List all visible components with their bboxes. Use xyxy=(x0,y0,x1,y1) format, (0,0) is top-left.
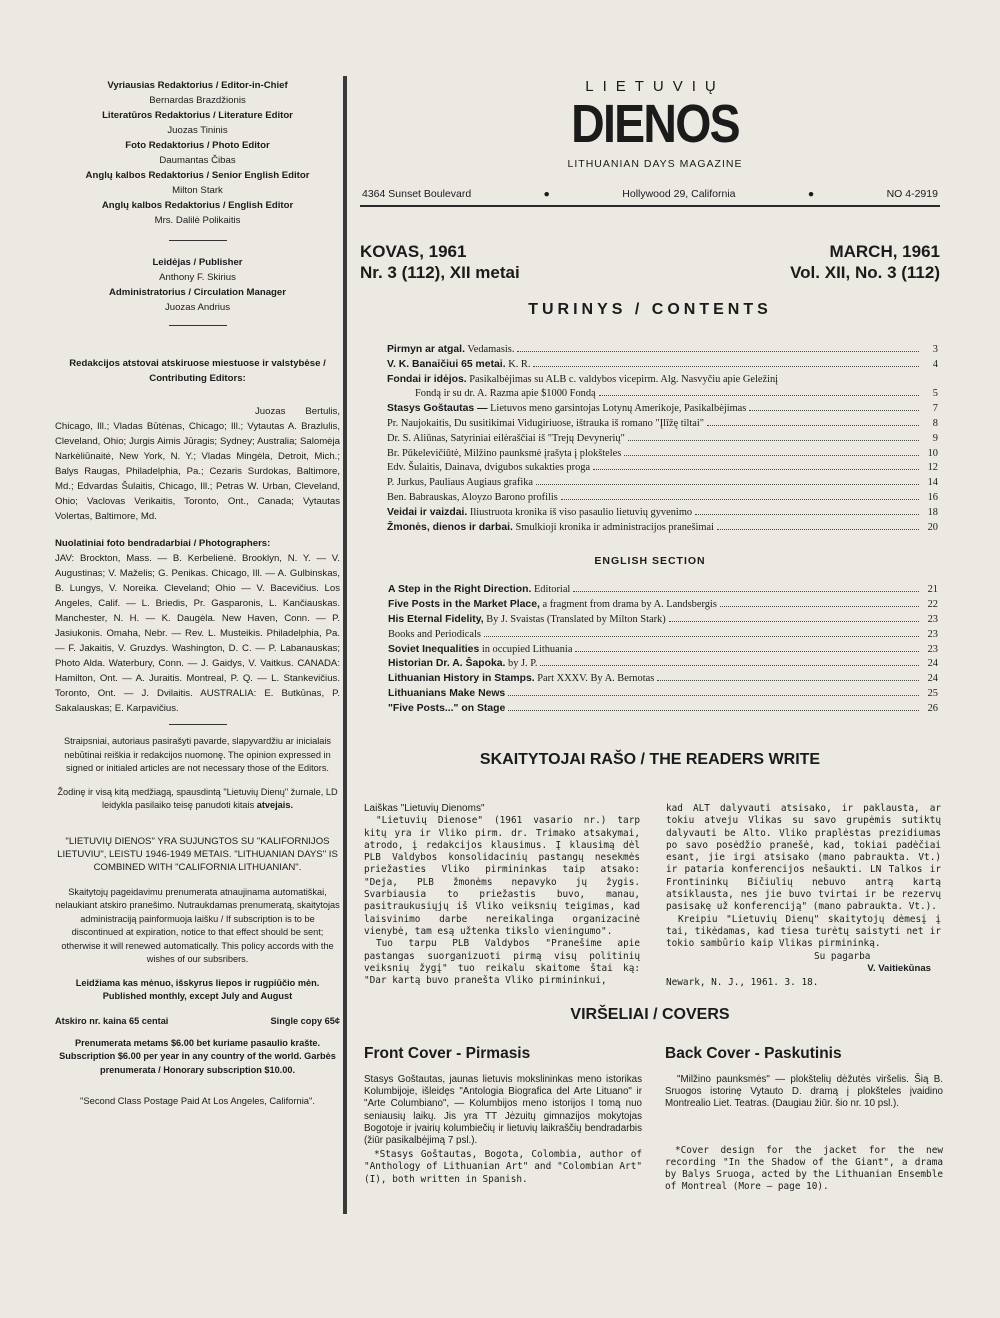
back-cover-text-en: *Cover design for the jacket for the new recording "In the Shadow of the Giant", a drama by Balys Sruoga, acted by the Lithuanian Ensemble of Montreal (More — page 10). xyxy=(665,1144,943,1193)
contents-entry xyxy=(388,643,938,658)
contents-leader-dots xyxy=(533,366,919,367)
address-bar xyxy=(360,188,940,207)
contents-entry-detail: by J. P. xyxy=(505,658,538,670)
contents-entry-heading: Lithuanians Make News xyxy=(388,687,506,699)
contents-leader-dots xyxy=(573,591,919,592)
contents-entry-detail: in occupied Lithuania xyxy=(479,643,573,655)
letter-place-date: Newark, N. J., 1961. 3. 18. xyxy=(666,977,819,989)
divider xyxy=(169,325,227,326)
contents-entry-text xyxy=(387,521,714,536)
readers-letter-column-2 xyxy=(666,803,941,989)
contents-entry xyxy=(387,521,938,536)
contents-entry-heading: Stasys Goštautas — xyxy=(387,403,488,415)
contents-entry-heading: Fondai ir idėjos. xyxy=(387,373,467,385)
contents-page-number: 3 xyxy=(932,344,938,355)
contents-leader-dots xyxy=(628,440,919,441)
contents-entry-text xyxy=(387,358,530,373)
city: Hollywood 29, California xyxy=(622,188,736,200)
front-cover-text-en: *Stasys Goštautas, Bogota, Colombia, author of "Anthology of Lithuanian Art" and "Colombian Art" (I), both written in Spanish. xyxy=(364,1149,642,1185)
letter-paragraph: kad ALT dalyvauti atsisako, ir paklausta, ar tokiu atveju Vlikas su savo grupėmis sutiktų dalyvauti be Alto. Vliko praplėstas prezidiumas po savo posėdžio pranešė, kad, tokiai padėčiai esant, jie irgi atsisako (mano pabraukta. Vt.) ir pataria konferencijos nešaukti. LN Talkos ir Frontininkų Bičiulių nebuvo antrą kartą atsiklausta, nes jie buvo tvirtai ir be rezervų pasisakę už konferenciją" (mano pabraukta. Vt.). xyxy=(666,803,941,913)
contents-leader-dots xyxy=(695,514,919,515)
contents-entry xyxy=(387,461,938,476)
main-column xyxy=(360,78,940,769)
reprint-note-text: Žodinę ir visą kitą medžiagą, spausdintą "Lietuvių Dienų" žurnale, LD leidykla pasilaiko teisę panudoti kitais xyxy=(57,786,338,810)
reprint-note-end: atvejais. xyxy=(256,800,293,810)
photographers-label: Nuolatiniai foto bendradarbiai / Photographers: xyxy=(55,538,271,549)
contents-leader-dots xyxy=(599,395,919,396)
editor-in-chief-label: Vyriausias Redaktorius / Editor-in-Chief xyxy=(107,80,288,91)
contents-entry xyxy=(387,491,938,506)
contents-entry xyxy=(388,583,938,598)
contents-entry xyxy=(388,672,938,687)
contents-page-number: 22 xyxy=(927,599,938,611)
contents-entry-text xyxy=(387,506,692,521)
back-cover-description xyxy=(665,1074,943,1193)
reprint-note xyxy=(55,786,340,813)
contents-entry xyxy=(387,358,938,373)
english-editor-label: Anglų kalbos Redaktorius / English Editor xyxy=(101,200,294,211)
contents-entry xyxy=(387,432,938,447)
contents-lithuanian xyxy=(360,343,940,535)
contents-leader-dots xyxy=(624,455,919,456)
contents-page-number: 9 xyxy=(932,432,938,444)
literature-editor-name: Juozas Tininis xyxy=(167,125,228,136)
contents-entry xyxy=(387,417,938,432)
senior-english-editor-name: Milton Stark xyxy=(172,185,223,196)
contents-entry-detail: Part XXXV. By A. Bernotas xyxy=(534,673,655,685)
contents-entry-detail: By J. Svaistas (Translated by Milton Stark) xyxy=(483,613,666,625)
contents-entry-text xyxy=(388,702,505,717)
contents-entry xyxy=(388,657,938,672)
contents-entry xyxy=(387,476,938,491)
contents-entry-detail: K. R. xyxy=(505,358,531,370)
contents-page-number: 20 xyxy=(927,521,938,533)
contents-page-number: 21 xyxy=(927,584,938,596)
masthead-subtitle: LITHUANIAN DAYS MAGAZINE xyxy=(567,158,743,170)
contents-entry-heading: Pirmyn ar atgal. xyxy=(387,344,465,355)
issue-lt: KOVAS, 1961 xyxy=(360,242,467,261)
letter-heading: Laiškas "Lietuvių Dienoms" xyxy=(364,803,485,814)
contents-page-number: 16 xyxy=(927,491,938,503)
column-divider xyxy=(343,76,347,1214)
contents-entry-text xyxy=(387,402,746,417)
contents-entry-text xyxy=(388,598,717,613)
literature-editor-label: Literatūros Redaktorius / Literature Editor xyxy=(102,110,293,121)
contents-entry-detail: Iliustruota kronika iš viso pasaulio lietuvių gyvenimo xyxy=(467,506,693,518)
photo-editor-label: Foto Redaktorius / Photo Editor xyxy=(125,140,270,151)
contents-entry-heading: A Step in the Right Direction. xyxy=(388,584,532,596)
contents-entry-detail: Vedamasis. xyxy=(464,344,515,355)
contents-entry-text xyxy=(387,447,621,462)
contents-entry xyxy=(388,613,938,628)
contents-leader-dots xyxy=(508,710,919,711)
contents-page-number: 18 xyxy=(927,506,938,518)
price-en: Single copy 65¢ xyxy=(270,1015,340,1026)
letter-paragraph: Kreipiu "Lietuvių Dienų" skaitytojų dėmesį į tai, tikėdamas, kad tiesa turėtų saistyti net ir tokio sambūrio kaip Vlikas pirmininką. xyxy=(666,913,941,950)
contents-entry-text xyxy=(387,476,533,491)
contents-entry-detail: Lietuvos meno garsintojas Lotynų Amerikoje, Pasikalbėjimas xyxy=(487,403,747,415)
front-cover-text: Stasys Goštautas, jaunas lietuvis mokslininkas meno istorikas Kolumbijoje, išleidęs "Antologia Biografica del Arte Lituano" ir "Arte Columbiano", — Kolumbijos meno istorijos I tomą nuo seniausių laikų. Jis yra TT Jėzuitų gimnazijos mokytojas Bogotoje ir įvairių kolumbiečių ir lietuvių laikraščių bendradarbis (žiūr pasikalbėjimą 7 psl.). xyxy=(364,1074,642,1147)
contents-page-number: 23 xyxy=(927,613,938,625)
contents-page-number: 23 xyxy=(927,628,938,640)
issue-info xyxy=(360,241,940,283)
masthead-title: DIENOS xyxy=(571,94,739,154)
contents-leader-dots xyxy=(749,410,919,411)
contents-page-number: 25 xyxy=(927,687,938,699)
contents-leader-dots xyxy=(669,621,919,622)
senior-english-editor-label: Anglų kalbos Redaktorius / Senior English Editor xyxy=(85,170,310,181)
letter-regards: Su pagarba xyxy=(814,950,871,962)
contents-page-number: 10 xyxy=(927,447,938,459)
contents-entry xyxy=(387,373,938,388)
contents-entry xyxy=(388,687,938,702)
contents-leader-dots xyxy=(707,425,919,426)
signed-articles-note: Straipsniai, autoriaus pasirašyti pavarde, slapyvardžiu ar inicialais nebūtinai reiškia ir redakcijos nuomonę. The opinion expressed in signed or initialed articles are not necessary those of the Editors. xyxy=(63,736,332,773)
contributing-editors-list: Juozas Bertulis, Chicago, Ill.; Vladas Būtėnas, Chicago; Ill.; Vytautas A. Brazlulis, Cleveland, Ohio; Jurgis Aimis Jūragis; Sydney; Australia; Salomėja Narkėliūnaitė, New York, N. Y.; Vladas Mingėla, Detroit, Mich.; Balys Raugas, Philadelphia, Pa.; Cezaris Surdokas, Baltimore, Md.; Edvardas Šulaitis, Chicago, Ill.; Petras W. Urban, Cleveland, Ohio; Vaclovas Verikaitis, Toronto, Ont., Canada; Vytautas Volertas, Baltimore, Md. xyxy=(55,406,340,522)
contents-leader-dots xyxy=(717,529,919,530)
contents-entry-text xyxy=(388,613,666,628)
editor-in-chief-name: Bernardas Brazdžionis xyxy=(149,95,246,106)
divider xyxy=(169,240,227,241)
phone: NO 4-2919 xyxy=(886,188,938,200)
postage-note: "Second Class Postage Paid At Los Angeles, California". xyxy=(80,1095,315,1106)
contents-entry-heading: Lithuanian History in Stamps. xyxy=(388,673,535,685)
letter-paragraph: Tuo tarpu PLB Valdybos "Pranešime apie pastangas suorganizuoti pirmą visų politinių veiksnių žygį" tuo reikalu skaitome štai ką: "Dar kartą buvo pranešta Vliko pirmininkui, xyxy=(364,938,640,987)
back-cover-text: "Milžino paunksmės" — plokštelių dėžutės viršelis. Šią B. Sruogos istorinę Vytauto D. dramą į plokšteles įvaidino Montrealio Liet. Teatras. (Daugiau žiūr. šio nr. 10 psl.). xyxy=(665,1074,943,1110)
subscription-note: Skaitytojų pageidavimu prenumerata atnaujinama automatiškai, nelaukiant atskiro pranešimo. Nutraukdamas prenumeratą, skaitytojas administraciją painformuoja laišku / If subscription is to be discontinued at expiration, notice to that effect should be sent; otherwise it will renewed automatically. This policy accords with the wishes of our subsribers. xyxy=(55,886,340,964)
contents-entry-detail: Pasikalbėjimas su ALB c. valdybos vicepirm. Alg. Nasvyčiu apie Geležinį xyxy=(466,373,779,385)
contents-entry xyxy=(387,447,938,462)
letter-paragraph: "Lietuvių Dienose" (1961 vasario nr.) tarp kitų yra ir Vliko pirm. dr. Trimako atsakymai, atrodo, į redakcijos klausimus. Į klausimą dėl PLB Valdybos konsolidacinių pastangų nesekmės priežasties Vliko pirmininkas taip atsako: "Deja, PLB žmonėms nepavyko jų žygis. Svarbiausia to priežastis buvo, manau, pasitraukusiųjų iš Vliko veiksnių teigimas, kad laisvinimo darbe nereikalinga organizacinė vienybė, tam esą užtenka tikslo vieningumo". xyxy=(364,815,640,937)
contents-entry-detail: Edv. Šulaitis, Dainava, dvigubos sukakties proga xyxy=(387,462,591,474)
contents-entry-text xyxy=(388,672,654,687)
administrator-label: Administratorius / Circulation Manager xyxy=(109,287,286,298)
contents-leader-dots xyxy=(536,484,919,485)
contents-page-number: 24 xyxy=(927,658,938,670)
address: 4364 Sunset Boulevard xyxy=(362,188,472,200)
contents-leader-dots xyxy=(561,499,919,500)
issue-lt-number: Nr. 3 (112), XII metai xyxy=(360,263,520,282)
contents-english xyxy=(360,583,940,716)
contents-entry-text xyxy=(387,343,514,358)
contents-entry xyxy=(387,506,938,521)
contents-entry-text xyxy=(415,387,596,402)
contents-entry-text xyxy=(387,417,704,432)
contents-leader-dots xyxy=(517,351,919,352)
merger-note: "LIETUVIŲ DIENOS" YRA SUJUNGTOS SU "KALIFORNIJOS LIETUVIU", LEISTU 1946-1949 METAIS. "LITHUANIAN DAYS" IS COMBINED WITH "CALIFORNIA LITHUANIAN". xyxy=(57,835,338,873)
photo-editor-name: Daumantas Čibas xyxy=(159,155,236,166)
publisher-name: Anthony F. Skirius xyxy=(159,272,236,283)
english-section-title: ENGLISH SECTION xyxy=(594,555,706,568)
contents-entry-detail: Br. Pūkelevičiūtė, Milžino paunksmė įrašyta į plokšteles xyxy=(387,447,622,459)
contributing-editors-label: Redakcijos atstovai atskiruose miestuose ir valstybėse / Contributing Editors: xyxy=(69,358,326,384)
bullet: ● xyxy=(807,188,815,200)
contents-page-number: 12 xyxy=(927,462,938,474)
contents-entry-detail: Editorial xyxy=(531,584,571,596)
contents-leader-dots xyxy=(593,469,919,470)
contents-entry xyxy=(388,628,938,643)
contents-entry-text xyxy=(388,583,570,598)
contents-page-number: 4 xyxy=(932,358,938,370)
contents-entry-heading: His Eternal Fidelity, xyxy=(388,613,484,625)
contents-page-number: 7 xyxy=(932,403,938,415)
contents-entry-text xyxy=(387,373,778,388)
divider xyxy=(169,724,227,725)
readers-write-title: SKAITYTOJAI RAŠO / THE READERS WRITE xyxy=(479,750,821,768)
price-line xyxy=(55,1014,340,1029)
contents-leader-dots xyxy=(657,680,919,681)
annual-subscription: Prenumerata metams $6.00 bet kuriame pasaulio krašte. Subscription $6.00 per year in any country of the world. Garbės prenumerata / Honorary subscription $10.00. xyxy=(59,1037,336,1075)
contents-entry-detail: Fondą ir su dr. A. Razma apie $1000 Fondą xyxy=(415,388,596,400)
front-cover-description xyxy=(364,1074,642,1186)
contents-entry-text xyxy=(387,491,558,506)
contents-entry-detail: Pr. Naujokaitis, Du susitikimai Vidugiriuose, ištrauka iš romano "Įlīžę tiltai" xyxy=(387,417,705,429)
bullet: ● xyxy=(543,188,550,200)
price-lt: Atskiro nr. kaina 65 centai xyxy=(55,1015,169,1026)
contents-page-number: 23 xyxy=(927,643,938,655)
masthead xyxy=(360,78,940,188)
contents-page-number: 26 xyxy=(927,702,938,714)
contents-entry-text xyxy=(388,657,537,672)
contents-entry-heading: Historian Dr. A. Šapoka. xyxy=(388,658,506,670)
masthead-top-word: LIETUVIŲ xyxy=(585,78,725,95)
contents-entry-detail: Books and Periodicals xyxy=(388,628,481,640)
english-editor-name: Mrs. Dalilė Polikaitis xyxy=(154,215,241,226)
contents-entry-heading: Veidai ir vaizdai. xyxy=(387,506,468,518)
publication-schedule: Leidžiama kas mėnuo, išskyrus liepos ir rugpiūčio mėn. Published monthly, except July and August xyxy=(75,977,320,1001)
contents-entry-text xyxy=(387,461,590,476)
contents-entry-detail: P. Jurkus, Pauliaus Augiaus grafika xyxy=(387,477,534,489)
contents-page-number: 8 xyxy=(932,417,938,429)
contents-entry xyxy=(387,402,938,417)
contents-entry xyxy=(388,702,938,717)
contents-page-number: 24 xyxy=(927,673,938,685)
letter-signature: V. Vaitiekūnas xyxy=(867,962,931,974)
issue-en: MARCH, 1961 xyxy=(829,242,940,261)
contents-entry-heading: Soviet Inequalities xyxy=(388,643,480,655)
publisher-label: Leidėjas / Publisher xyxy=(152,257,243,268)
contents-entry-detail: a fragment from drama by A. Landsbergis xyxy=(539,599,717,611)
back-cover-title: Back Cover - Paskutinis xyxy=(665,1045,842,1062)
contents-entry-detail: Dr. S. Aliūnas, Satyriniai eilėraščiai iš "Trejų Devynerių" xyxy=(387,432,625,444)
contents-entry-text xyxy=(388,687,505,702)
contents-entry-heading: "Five Posts..." on Stage xyxy=(388,702,506,714)
contents-entry xyxy=(387,343,938,358)
readers-letter-column-1 xyxy=(364,803,640,987)
contents-entry-text xyxy=(388,643,572,658)
contents-entry-heading: V. K. Banaičiui 65 metai. xyxy=(387,358,506,370)
photographers-list: JAV: Brockton, Mass. — B. Kerbelienė. Brooklyn, N. Y. — V. Augustinas; V. Maželis; G. Penikas. Chicago, Ill. — A. Gulbinskas, B. Lungys, V. Noreika. Cleveland; Ohio — V. Bacevičius. Los Angeles, Calif. — L. Briedis, Pr. Gasparonis, L. Kančiauskas. Manchester, N. H. — K. Daugėla. New Haven, Conn. — P. Jasiukonis. Omaha, Nebr. — Rev. L. Musteikis. Philadelphia, Pa. — F. Jakaitis, V. Gruzdys. Washington, D. C. — P. Labanauskas; Photo Alda. Waterbury, Conn. — J. Gaidys, V. Vaitkus. CANADA: Hamilton, Ont. — A. Juraitis. Montreal, P. Q. — L. Stankevičius. Toronto, Ont. — J. Dvilaitis. AUSTRALIA: E. Butkūnas, P. Sakalauskas; E. Karpavičius. xyxy=(55,553,340,714)
covers-title: VIRŠELIAI / COVERS xyxy=(570,1006,730,1023)
contents-entry xyxy=(388,598,938,613)
contents-entry-heading: Žmonės, dienos ir darbai. xyxy=(387,521,513,533)
contents-page-number: 5 xyxy=(932,388,938,400)
contents-entry-text xyxy=(387,432,625,447)
contents-entry xyxy=(387,387,938,402)
contents-title: TURINYS / CONTENTS xyxy=(528,301,772,318)
administrator-name: Juozas Andrius xyxy=(164,302,231,313)
contents-entry-text xyxy=(388,628,481,643)
left-masthead-column xyxy=(55,78,340,1108)
contents-page-number: 14 xyxy=(927,477,938,489)
contents-leader-dots xyxy=(508,695,919,696)
contents-leader-dots xyxy=(575,651,919,652)
issue-en-number: Vol. XII, No. 3 (112) xyxy=(790,263,940,282)
contents-leader-dots xyxy=(484,636,919,637)
contents-leader-dots xyxy=(540,665,919,666)
contents-leader-dots xyxy=(720,606,919,607)
front-cover-title: Front Cover - Pirmasis xyxy=(364,1045,531,1062)
contents-entry-heading: Five Posts in the Market Place, xyxy=(388,599,540,611)
contents-entry-detail: Smulkioji kronika ir administracijos pranešimai xyxy=(512,521,715,533)
contents-entry-detail: Ben. Babrauskas, Aloyzo Barono profilis xyxy=(387,491,558,503)
